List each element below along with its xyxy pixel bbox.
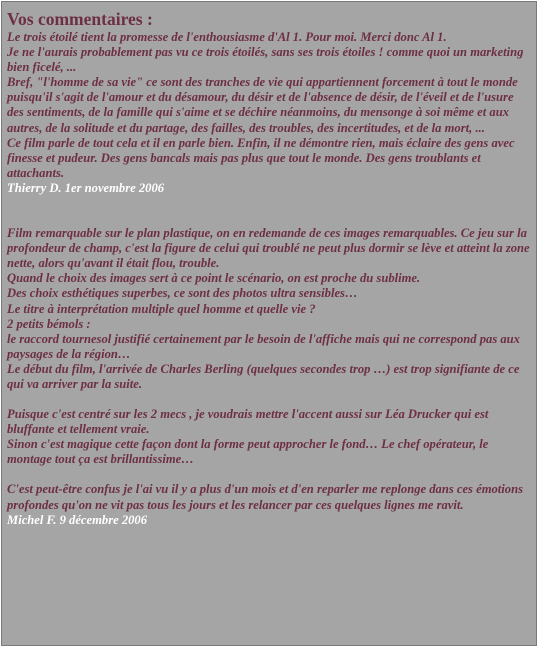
comment-signature: Thierry D. 1er novembre 2006 xyxy=(7,180,165,195)
spacer xyxy=(7,196,531,226)
comment-paragraph: Film remarquable sur le plan plastique, on en redemande de ces images remarquables. Ce jeu sur la profondeur de champ, c'est la figure de celui qui troublé ne peut plus dormir se lève et atteint la zone nette, alors qu'avant il était flou, trouble. xyxy=(7,226,530,271)
comments-panel xyxy=(1,1,537,646)
comment-paragraph: Le trois étoilé tient la promesse de l'enthousiasme d'Al 1. Pour moi. Merci donc Al 1. xyxy=(7,30,447,44)
comment-paragraph: Le début du film, l'arrivée de Charles Berling (quelques secondes trop …) est trop signifiante de ce qui va arriver par la suite. xyxy=(7,361,520,391)
comment-michel xyxy=(7,226,531,528)
comment-paragraph: le raccord tournesol justifié certainement par le besoin de l'affiche mais qui ne correspond pas aux paysages de la région… xyxy=(7,331,520,361)
comment-signature: Michel F. 9 décembre 2006 xyxy=(7,512,148,527)
comment-paragraph: Quand le choix des images sert à ce point le scénario, on est proche du sublime. xyxy=(7,271,421,286)
comment-paragraph: Puisque c'est centré sur les 2 mecs , je voudrais mettre l'accent aussi sur Léa Drucker qui est bluffante et tellement vraie. xyxy=(7,407,489,437)
comment-paragraph: Sinon c'est magique cette façon dont la forme peut approcher le fond… Le chef opérateur, le montage tout ça est brillantissime… xyxy=(7,437,489,467)
spacer xyxy=(7,467,531,482)
comment-paragraph: 2 petits bémols : xyxy=(7,316,91,331)
comment-paragraph: Des choix esthétiques superbes, ce sont des photos ultra sensibles… xyxy=(7,286,358,301)
comment-paragraph: C'est peut-être confus je l'ai vu il y a plus d'un mois et d'en reparler me replonge dans ces émotions profondes qu'on ne vit pas tous les jours et les relancer par ces quelques lignes me ravit. xyxy=(7,482,523,512)
comments-heading: Vos commentaires : xyxy=(7,9,153,29)
comment-paragraph: Bref, "l'homme de sa vie" ce sont des tranches de vie qui appartiennent forcement à tout le monde puisqu'il s'agit de l'amour et du désamour, du désir et de l'absence de désir, de l'éveil et de l'usure des sentiments, de la famille qui s'aime et se déchire néanmoins, du mensonge à soi même et aux autres, de la solitude et du partage, des failles, des troubles, des incertitudes, et de la mort, ... xyxy=(7,75,518,135)
comment-paragraph: Je ne l'aurais probablement pas vu ce trois étoilés, sans ses trois étoiles ! comme quoi un marketing bien ficelé, ... xyxy=(7,45,524,75)
spacer xyxy=(7,392,531,407)
comment-paragraph: Le titre à interprétation multiple quel homme et quelle vie ? xyxy=(7,301,316,316)
comment-thierry xyxy=(7,30,531,196)
comment-paragraph: Ce film parle de tout cela et il en parle bien. Enfin, il ne démontre rien, mais éclaire des gens avec finesse et pudeur. Des gens bancals mais pas plus que tout le monde. Des gens troublants et attachants. xyxy=(7,135,515,180)
